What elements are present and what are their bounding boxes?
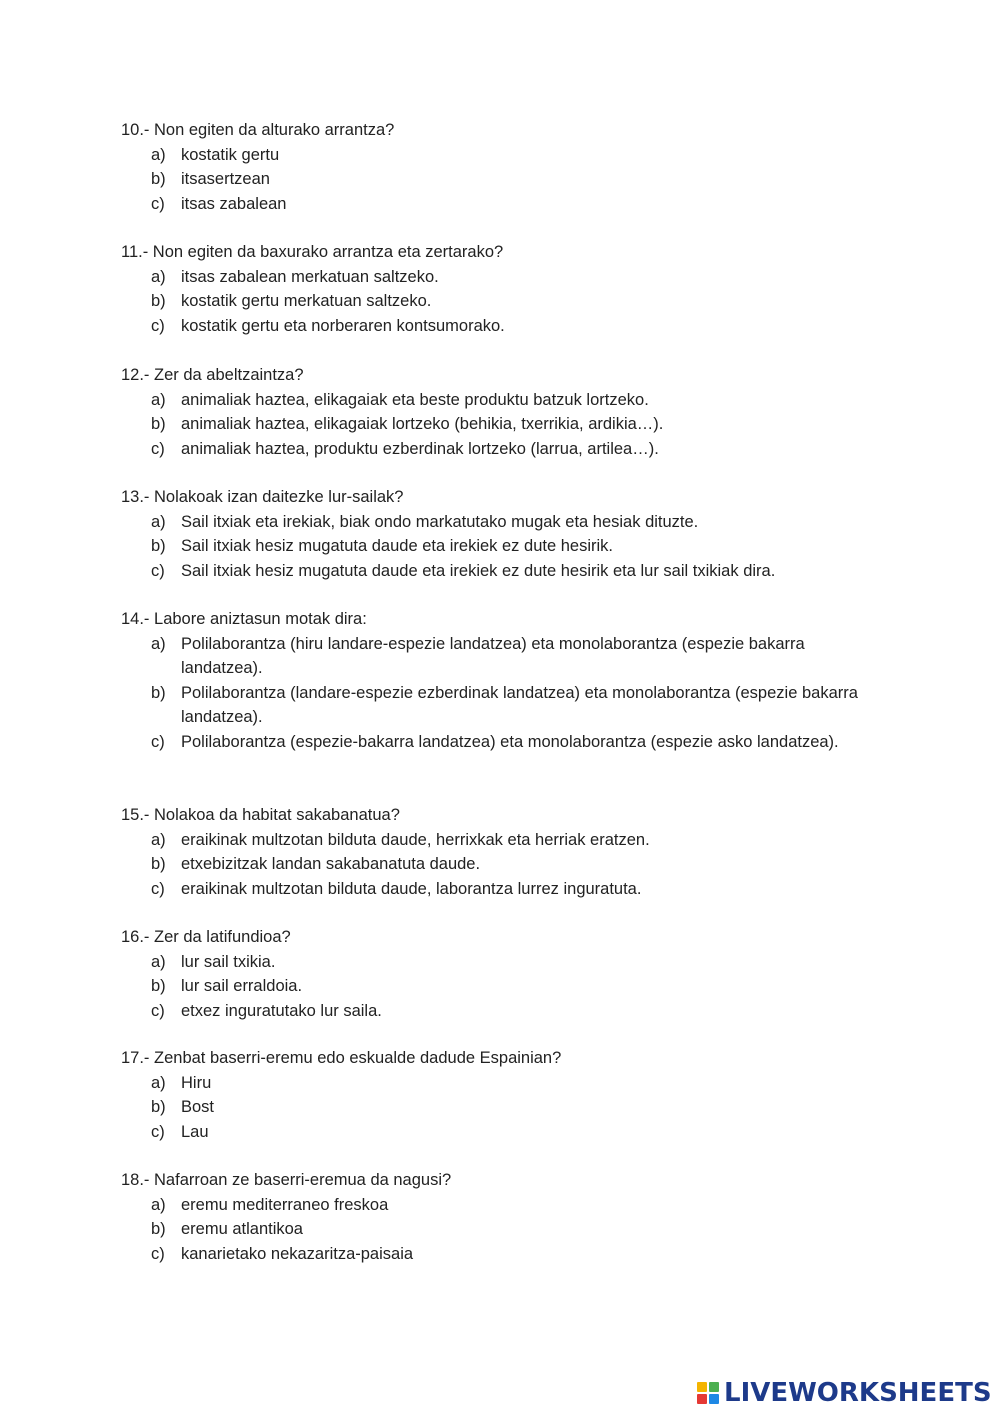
answer-option-a[interactable] [121, 950, 891, 975]
question-15 [121, 803, 891, 901]
option-letter: c) [151, 194, 165, 213]
answer-option-b[interactable] [121, 412, 891, 437]
answer-option-b[interactable] [121, 289, 891, 314]
answer-option-c[interactable] [121, 1120, 891, 1145]
question-13 [121, 485, 891, 583]
option-text: Bost [181, 1098, 215, 1116]
question-14 [121, 607, 891, 754]
answer-option-b[interactable] [121, 167, 891, 192]
option-text: etxebizitzak landan sakabanatuta daude. [181, 855, 481, 873]
question-11 [121, 240, 891, 338]
option-text: Polilaborantza (espezie-bakarra landatzea) eta monolaborantza (espezie asko landatzea). [181, 732, 839, 751]
answer-option-c[interactable] [121, 314, 891, 339]
logo-square [709, 1382, 719, 1392]
option-letter: a) [151, 145, 166, 164]
option-letter: b) [151, 1220, 166, 1238]
question-17 [121, 1046, 891, 1144]
question-title: 12.- Zer da abeltzaintza? [121, 366, 304, 384]
option-letter: c) [151, 732, 165, 751]
option-text: Sail itxiak hesiz mugatuta daude eta irekiek ez dute hesirik. [181, 537, 613, 555]
option-letter: c) [151, 1001, 165, 1020]
answer-option-c[interactable] [121, 730, 891, 755]
option-letter: c) [151, 439, 165, 458]
option-text: eremu mediterraneo freskoa [181, 1195, 389, 1214]
option-letter: c) [151, 561, 165, 580]
option-text: kanarietako nekazaritza-paisaia [181, 1244, 414, 1263]
answer-option-b[interactable] [121, 1095, 891, 1120]
answer-option-c[interactable] [121, 877, 891, 902]
answer-option-c[interactable] [121, 559, 891, 584]
question-title: 14.- Labore aniztasun motak dira: [121, 610, 367, 628]
answer-option-a[interactable] [121, 632, 891, 681]
option-text: lur sail erraldoia. [181, 977, 303, 995]
option-letter: b) [151, 537, 166, 555]
question-title: 11.- Non egiten da baxurako arrantza eta zertarako? [121, 243, 504, 261]
logo-text: LIVEWORKSHEETS [724, 1378, 992, 1408]
option-text: eraikinak multzotan bilduta daude, laborantza lurrez inguratuta. [181, 879, 642, 898]
option-text: Sail itxiak eta irekiak, biak ondo markatutako mugak eta hesiak dituzte. [181, 512, 699, 531]
option-text: kostatik gertu eta norberaren kontsumorako. [181, 316, 505, 335]
answer-option-c[interactable] [121, 999, 891, 1024]
option-text: Sail itxiak hesiz mugatuta daude eta irekiek ez dute hesirik eta lur sail txikiak dira. [181, 561, 776, 580]
option-letter: a) [151, 634, 166, 653]
question-18 [121, 1168, 891, 1266]
question-12 [121, 363, 891, 461]
question-title: 10.- Non egiten da alturako arrantza? [121, 121, 395, 139]
option-text: animaliak haztea, produktu ezberdinak lortzeko (larrua, artilea…). [181, 439, 659, 458]
answer-option-c[interactable] [121, 437, 891, 462]
option-letter: c) [151, 1122, 165, 1141]
option-letter: b) [151, 977, 166, 995]
option-letter: a) [151, 512, 166, 531]
option-letter: a) [151, 1195, 166, 1214]
option-letter: b) [151, 855, 166, 873]
answer-option-a[interactable] [121, 1071, 891, 1096]
question-title: 17.- Zenbat baserri-eremu edo eskualde dadude Espainian? [121, 1049, 562, 1067]
option-text: Lau [181, 1122, 209, 1141]
option-letter: a) [151, 952, 166, 971]
question-title: 18.- Nafarroan ze baserri-eremua da nagusi? [121, 1171, 452, 1189]
option-text: eraikinak multzotan bilduta daude, herrixkak eta herriak eratzen. [181, 830, 650, 849]
question-title: 16.- Zer da latifundioa? [121, 928, 291, 946]
option-letter: b) [151, 1098, 166, 1116]
answer-option-a[interactable] [121, 1193, 891, 1218]
option-text: Polilaborantza (hiru landare-espezie landatzea) eta monolaborantza (espezie bakarra landatzea). [181, 634, 805, 677]
answer-option-a[interactable] [121, 510, 891, 535]
option-letter: a) [151, 390, 166, 409]
option-letter: b) [151, 170, 166, 188]
question-16 [121, 925, 891, 1023]
question-10 [121, 118, 891, 216]
option-text: lur sail txikia. [181, 952, 276, 971]
answer-option-b[interactable] [121, 852, 891, 877]
answer-option-a[interactable] [121, 143, 891, 168]
answer-option-c[interactable] [121, 192, 891, 217]
question-title: 15.- Nolakoa da habitat sakabanatua? [121, 806, 400, 824]
option-text: kostatik gertu [181, 145, 280, 164]
option-text: etxez inguratutako lur saila. [181, 1001, 382, 1020]
option-text: itsasertzean [181, 170, 270, 188]
answer-option-c[interactable] [121, 1242, 891, 1267]
option-letter: b) [151, 292, 166, 310]
answer-option-a[interactable] [121, 265, 891, 290]
logo-square [697, 1382, 707, 1392]
option-text: Polilaborantza (landare-espezie ezberdinak landatzea) eta monolaborantza (espezie bakarra landatzea). [181, 683, 858, 726]
answer-option-b[interactable] [121, 1217, 891, 1242]
answer-option-a[interactable] [121, 388, 891, 413]
option-letter: a) [151, 830, 166, 849]
option-text: eremu atlantikoa [181, 1220, 303, 1238]
answer-option-b[interactable] [121, 681, 891, 730]
option-letter: c) [151, 1244, 165, 1263]
logo-square [697, 1394, 707, 1404]
option-letter: c) [151, 316, 165, 335]
liveworksheets-logo[interactable] [697, 1376, 992, 1410]
logo-square [709, 1394, 719, 1404]
logo-grid-icon [697, 1382, 719, 1404]
option-text: animaliak haztea, elikagaiak lortzeko (behikia, txerrikia, ardikia…). [181, 415, 664, 433]
option-letter: a) [151, 267, 166, 286]
option-letter: a) [151, 1073, 166, 1092]
option-letter: b) [151, 415, 166, 433]
option-text: animaliak haztea, elikagaiak eta beste produktu batzuk lortzeko. [181, 390, 649, 409]
answer-option-b[interactable] [121, 974, 891, 999]
option-text: kostatik gertu merkatuan saltzeko. [181, 292, 432, 310]
option-letter: c) [151, 879, 165, 898]
question-title: 13.- Nolakoak izan daitezke lur-sailak? [121, 488, 404, 506]
answer-option-b[interactable] [121, 534, 891, 559]
option-text: itsas zabalean [181, 194, 287, 213]
option-letter: b) [151, 683, 166, 702]
option-text: itsas zabalean merkatuan saltzeko. [181, 267, 439, 286]
option-text: Hiru [181, 1073, 212, 1092]
answer-option-a[interactable] [121, 828, 891, 853]
